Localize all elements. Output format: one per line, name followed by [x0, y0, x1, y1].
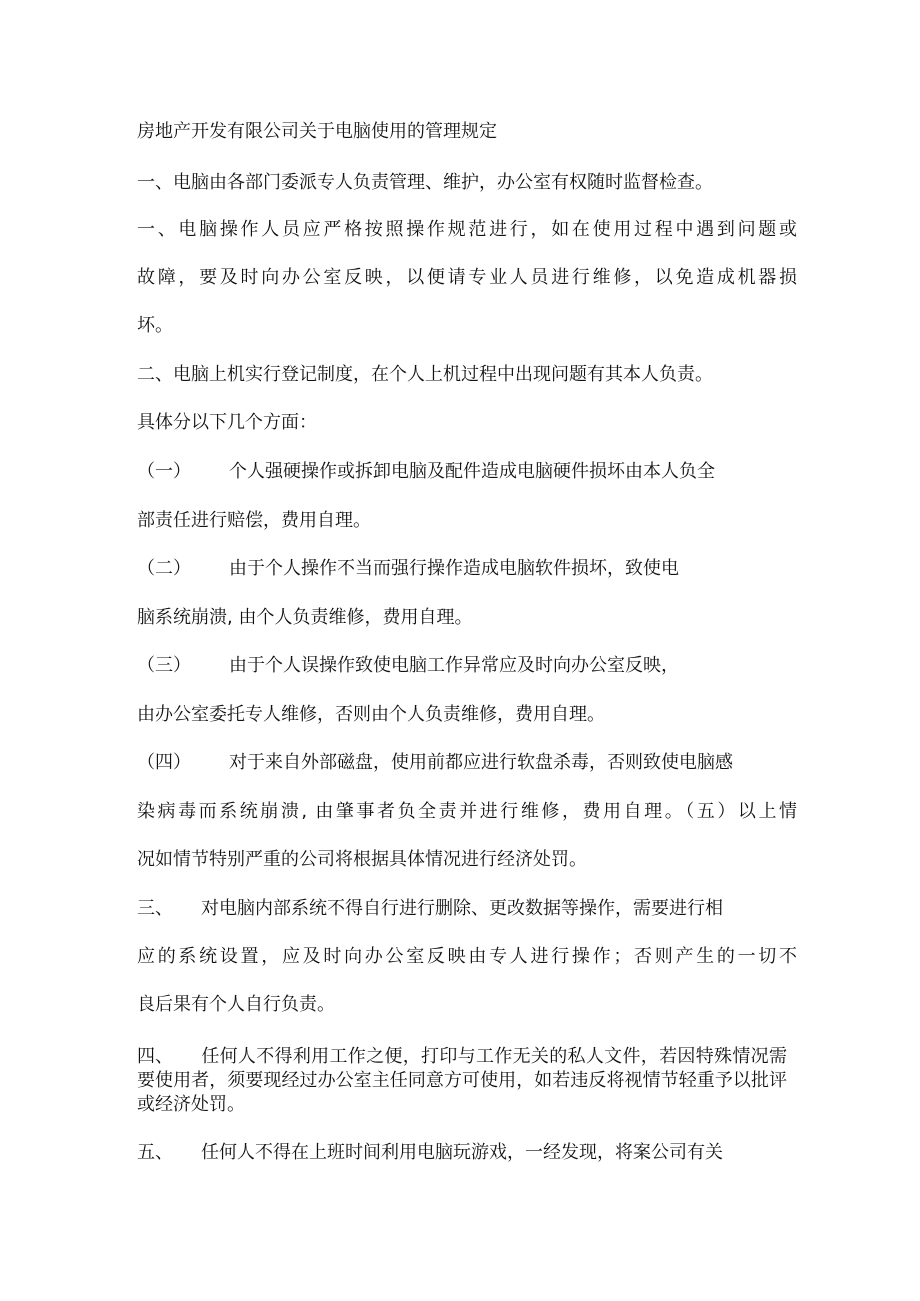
- rule-5-line-1: [137, 1141, 797, 1165]
- rule-1a-text: 一、电脑由各部门委派专人负责管理、维护，办公室有权随时监督检查。: [137, 172, 713, 193]
- document-title: 房地产开发有限公司关于电脑使用的管理规定: [137, 121, 497, 142]
- rule-3-line-1: [137, 897, 797, 921]
- rule-3-line-3: 良后果有个人自行负责。: [137, 994, 335, 1015]
- item-1-marker: （一）: [137, 461, 191, 482]
- rule-1b-line-2: 故障，要及时向办公室反映，以便请专业人员进行维修，以免造成机器损: [137, 267, 797, 288]
- item-2-line-2: 脑系统崩溃, 由个人负责维修，费用自理。: [137, 607, 473, 628]
- item-2-text: 由于个人操作不当而强行操作造成电脑软件损坏，致使电: [229, 558, 679, 579]
- item-4-marker: （四）: [137, 752, 191, 773]
- item-1-line-1: [137, 460, 797, 484]
- item-4-line-1: [137, 751, 797, 775]
- rule-4-paragraph: [137, 1045, 787, 1117]
- item-1-line-2: 部责任进行赔偿，费用自理。: [137, 510, 371, 531]
- item-2-marker: （二）: [137, 558, 191, 579]
- item-3-marker: （三）: [137, 655, 191, 676]
- item-4-line-3: 况如情节特别严重的公司将根据具体情况进行经济处罚。: [137, 849, 587, 870]
- rule-2-line-1: 二、电脑上机实行登记制度，在个人上机过程中出现问题有其本人负责。: [137, 364, 713, 385]
- rule-4-marker: 四、: [137, 1046, 173, 1067]
- rule-2-line-2: 具体分以下几个方面：: [137, 412, 317, 433]
- rule-1b-line-3: 坏。: [137, 315, 173, 336]
- item-4-line-2: 染病毒而系统崩溃, 由肇事者负全责并进行维修，费用自理。（五）以上情: [137, 801, 797, 822]
- rule-4-text: 任何人不得利用工作之便，打印与工作无关的私人文件，若因特殊情况需要使用者，须要现经过办公室主任同意方可使用，如若违反将视情节轻重予以批评或经济处罚。: [137, 1046, 787, 1115]
- item-3-line-2: 由办公室委托专人维修，否则由个人负责维修，费用自理。: [137, 704, 605, 725]
- rule-1b-line-1: 一、电脑操作人员应严格按照操作规范进行，如在使用过程中遇到问题或: [137, 219, 797, 240]
- item-3-text: 由于个人误操作致使电脑工作异常应及时向办公室反映，: [229, 655, 679, 676]
- item-1-text: 个人强硬操作或拆卸电脑及配件造成电脑硬件损坏由本人负全: [229, 461, 715, 482]
- rule-3-marker: 三、: [137, 898, 173, 919]
- rule-3-text: 对电脑内部系统不得自行进行删除、更改数据等操作，需要进行相: [201, 898, 723, 919]
- rule-3-line-2: 应的系统设置，应及时向办公室反映由专人进行操作；否则产生的一切不: [137, 946, 797, 967]
- item-4-text: 对于来自外部磁盘，使用前都应进行软盘杀毒，否则致使电脑感: [229, 752, 733, 773]
- rule-5-marker: 五、: [137, 1142, 173, 1163]
- item-3-line-1: [137, 654, 797, 678]
- rule-5-text: 任何人不得在上班时间利用电脑玩游戏，一经发现，将案公司有关: [201, 1142, 723, 1163]
- item-2-line-1: [137, 557, 797, 581]
